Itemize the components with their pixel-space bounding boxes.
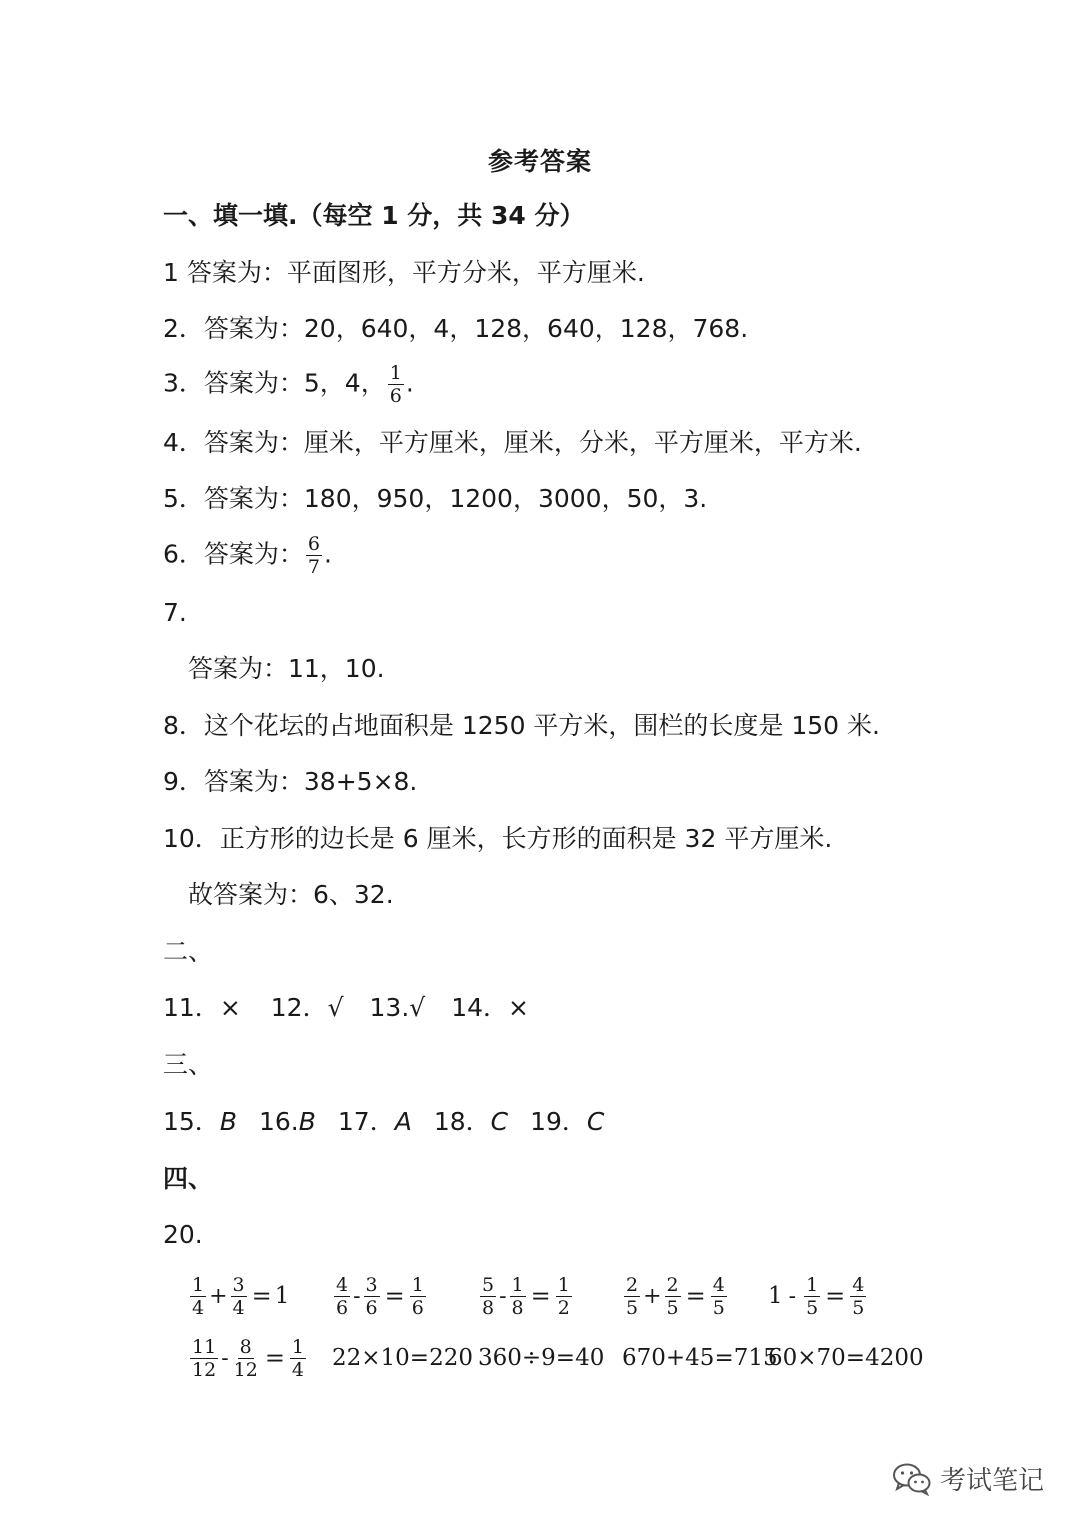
- item-13-answer: √: [409, 993, 426, 1022]
- section-3-answers: [163, 1105, 604, 1139]
- equals-sign: =: [251, 1282, 272, 1310]
- item-18-answer: C: [490, 1107, 509, 1136]
- fraction-denominator: 4: [232, 1296, 245, 1319]
- result-fraction: [850, 1274, 866, 1319]
- item-14-answer: ×: [508, 993, 529, 1022]
- answer-1: 1 答案为：平面图形，平方分米，平方厘米.: [163, 258, 645, 287]
- fraction-numerator: 6: [307, 533, 320, 555]
- fraction-numerator: 5: [482, 1273, 495, 1296]
- answer-9: 9．答案为：38+5×8.: [163, 767, 418, 796]
- fraction-numerator: 1: [389, 362, 402, 384]
- item-14-number: 14．: [451, 993, 509, 1022]
- fraction-denominator: 6: [365, 1296, 378, 1319]
- page-title: 参考答案: [487, 147, 592, 176]
- answer-6: [163, 533, 332, 578]
- answer-6-fraction: [306, 533, 322, 578]
- item-19-answer: C: [586, 1107, 605, 1136]
- fraction: [624, 1274, 640, 1319]
- calc-3: [478, 1266, 574, 1326]
- answer-6-text: 6．答案为：: [163, 539, 304, 569]
- answer-10: 10．正方形的边长是 6 厘米，长方形的面积是 32 平方厘米.: [163, 824, 833, 853]
- fraction-denominator: 6: [389, 385, 402, 407]
- operator: -: [353, 1283, 361, 1309]
- result-fraction: [410, 1274, 426, 1319]
- item-15-number: 15．: [163, 1107, 220, 1136]
- result-fraction: [711, 1274, 727, 1319]
- operator: -: [221, 1345, 229, 1371]
- fraction-numerator: 8: [239, 1335, 252, 1358]
- fraction: [190, 1274, 206, 1319]
- fraction-numerator: 3: [365, 1273, 378, 1296]
- equals-sign: =: [264, 1344, 285, 1372]
- fraction-numerator: 3: [232, 1273, 245, 1296]
- fraction-numerator: 1: [411, 1273, 424, 1296]
- calc-2: [332, 1266, 428, 1326]
- answer-3-fraction: [388, 362, 404, 407]
- section-3-heading: 三、: [163, 1050, 214, 1079]
- fraction-denominator: 5: [666, 1296, 679, 1319]
- fraction-denominator: 8: [482, 1296, 495, 1319]
- answer-4: 4．答案为：厘米，平方厘米，厘米，分米，平方厘米，平方米.: [163, 428, 862, 457]
- operator: -: [499, 1283, 507, 1309]
- calc-5: [768, 1266, 868, 1326]
- answer-7: 7.: [163, 598, 187, 627]
- result-fraction: [290, 1336, 306, 1381]
- answer-3-suffix: .: [405, 368, 414, 398]
- item-15-answer: B: [219, 1107, 237, 1136]
- fraction: [231, 1274, 247, 1319]
- equals-sign: =: [825, 1282, 846, 1310]
- calc-9: 670+45=715: [622, 1345, 778, 1371]
- fraction: [480, 1274, 496, 1319]
- lead-number: 1: [768, 1283, 783, 1309]
- watermark-text: 考试笔记: [939, 1466, 1044, 1496]
- fraction-numerator: 1: [806, 1273, 819, 1296]
- fraction: [364, 1274, 380, 1319]
- equals-sign: =: [530, 1282, 551, 1310]
- fraction-denominator: 12: [233, 1358, 258, 1381]
- watermark: [892, 1460, 1044, 1497]
- fraction-numerator: 2: [626, 1273, 639, 1296]
- fraction-denominator: 2: [557, 1296, 570, 1319]
- fraction-denominator: 4: [192, 1296, 205, 1319]
- answer-8: 8．这个花坛的占地面积是 1250 平方米，围栏的长度是 150 米.: [163, 711, 880, 740]
- fraction: [232, 1336, 260, 1381]
- fraction-numerator: 4: [712, 1273, 725, 1296]
- result: 1: [274, 1283, 290, 1309]
- section-2-answers: [163, 991, 529, 1025]
- item-13-number: 13.: [369, 993, 410, 1022]
- fraction-numerator: 11: [192, 1335, 217, 1358]
- fraction-denominator: 5: [626, 1296, 639, 1319]
- fraction: [804, 1274, 820, 1319]
- operator: -: [788, 1283, 797, 1309]
- result-fraction: [556, 1274, 572, 1319]
- calc-4: [622, 1266, 729, 1326]
- section-4-heading: 四、: [163, 1164, 214, 1193]
- section-1-heading: 一、填一填.（每空 1 分，共 34 分）: [163, 201, 585, 230]
- item-11-number: 11．: [163, 993, 220, 1022]
- fraction-denominator: 6: [411, 1296, 424, 1319]
- operator: +: [209, 1283, 228, 1309]
- fraction-numerator: 1: [511, 1273, 524, 1296]
- item-16-number: 16.: [258, 1107, 299, 1136]
- fraction: [510, 1274, 526, 1319]
- calc-10: 60×70=4200: [768, 1345, 924, 1371]
- answer-3: [163, 362, 414, 407]
- equals-sign: =: [384, 1282, 405, 1310]
- section-2-heading: 二、: [163, 937, 214, 966]
- calc-7: 22×10=220: [332, 1345, 473, 1371]
- fraction-denominator: 8: [511, 1296, 524, 1319]
- answer-6-suffix: .: [324, 539, 332, 569]
- equals-sign: =: [685, 1282, 706, 1310]
- fraction-numerator: 4: [852, 1273, 865, 1296]
- fraction-numerator: 4: [336, 1273, 349, 1296]
- fraction: [190, 1336, 218, 1381]
- item-16-answer: B: [298, 1107, 316, 1136]
- item-11-answer: ×: [219, 993, 241, 1022]
- fraction-numerator: 1: [192, 1273, 205, 1296]
- item-12-number: 12．: [270, 993, 328, 1022]
- wechat-icon: [892, 1462, 932, 1496]
- fraction-denominator: 4: [291, 1358, 305, 1381]
- fraction-denominator: 12: [192, 1358, 217, 1381]
- fraction-denominator: 5: [852, 1296, 865, 1319]
- fraction: [665, 1274, 681, 1319]
- answer-7-detail: 答案为：11，10.: [188, 654, 385, 683]
- fraction-denominator: 5: [712, 1296, 725, 1319]
- fraction-numerator: 1: [291, 1335, 305, 1358]
- answer-5: 5．答案为：180，950，1200，3000，50，3.: [163, 484, 708, 513]
- calc-8: 360÷9=40: [478, 1345, 605, 1371]
- item-12-answer: √: [327, 993, 344, 1022]
- item-17-number: 17．: [337, 1107, 395, 1136]
- calc-6: [188, 1328, 308, 1388]
- item-19-number: 19．: [530, 1107, 587, 1136]
- fraction-numerator: 2: [666, 1273, 679, 1296]
- fraction-denominator: 5: [806, 1296, 819, 1319]
- fraction-denominator: 7: [307, 556, 320, 578]
- answer-10-detail: 故答案为：6、32.: [188, 880, 394, 909]
- operator: +: [643, 1283, 662, 1309]
- answer-2: 2．答案为：20，640，4，128，640，128，768.: [163, 314, 749, 343]
- answer-3-text: 3．答案为：5，4，: [163, 368, 386, 398]
- answer-20: 20.: [163, 1220, 203, 1249]
- item-18-number: 18．: [433, 1107, 491, 1136]
- fraction-denominator: 6: [336, 1296, 349, 1319]
- fraction: [334, 1274, 350, 1319]
- item-17-answer: A: [394, 1107, 412, 1136]
- calc-1: [188, 1266, 289, 1326]
- fraction-numerator: 1: [557, 1273, 570, 1296]
